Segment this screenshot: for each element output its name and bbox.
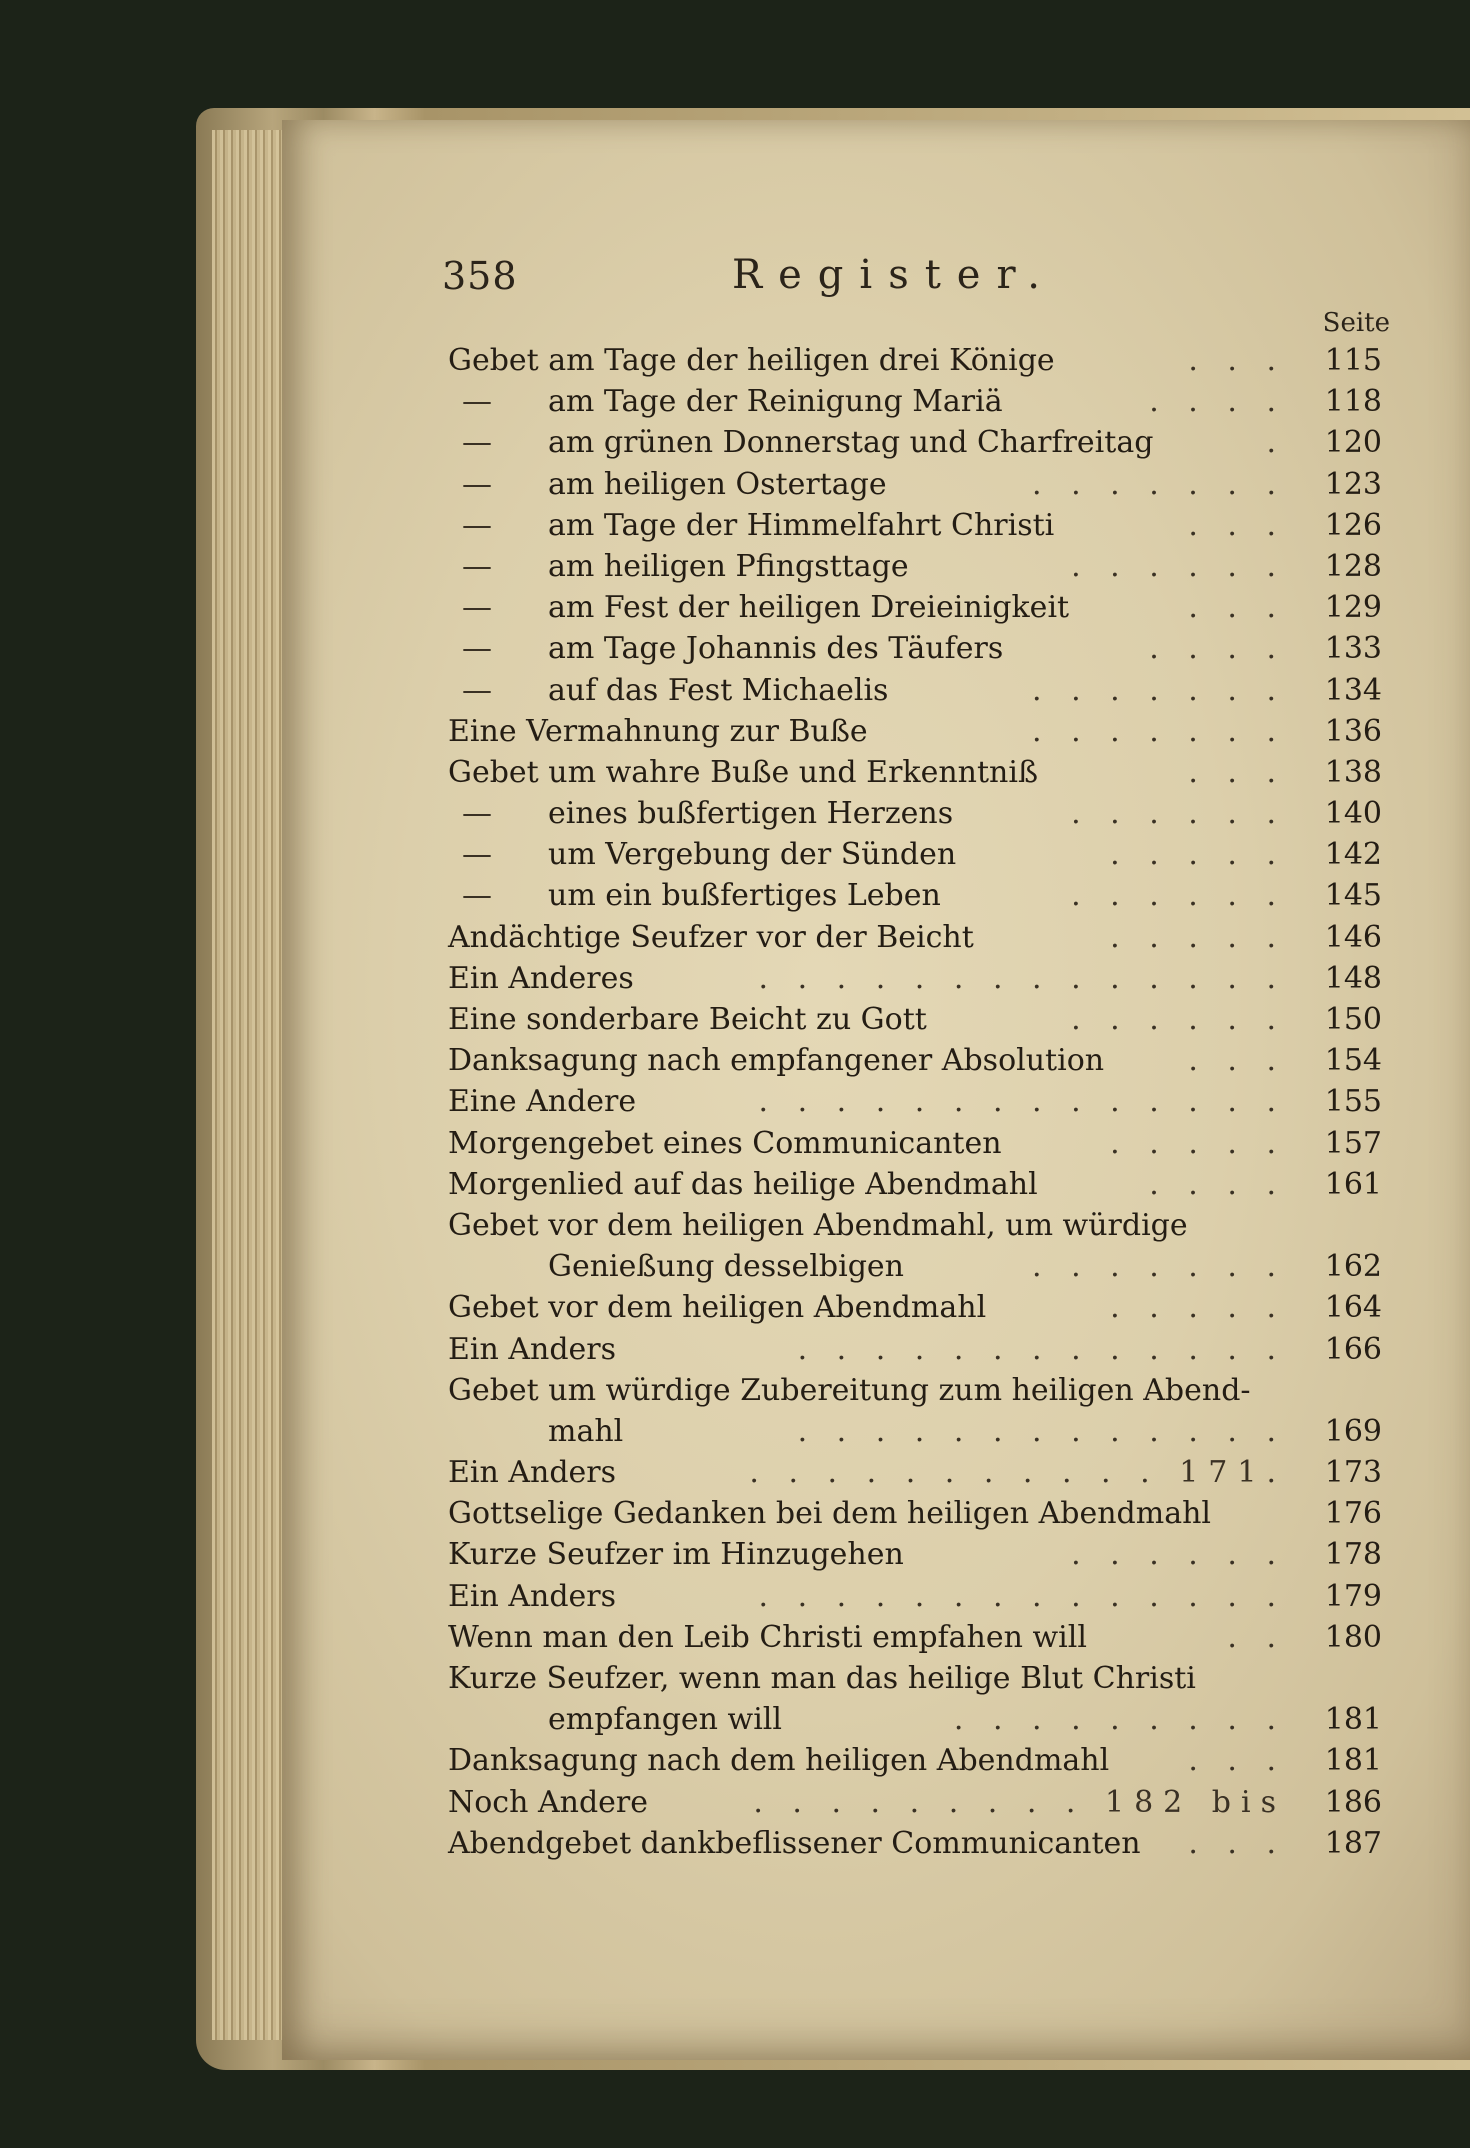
- entry-page-number: 150: [1324, 1002, 1382, 1037]
- entry-title: Ein Anderes: [448, 960, 634, 996]
- entry-title: am heiligen Pfingsttage: [548, 548, 909, 584]
- dot-leader: . . . . . . . . . . . . . .: [758, 960, 1286, 996]
- entry-page-number: 134: [1324, 672, 1382, 708]
- dot-leader: . . . . . . . . . . . . . .: [758, 1578, 1286, 1614]
- toc-entry: [448, 1123, 1382, 1164]
- dot-leader: .: [1266, 425, 1286, 461]
- dot-leader: . . .: [1188, 754, 1286, 790]
- entry-page-number: 146: [1324, 919, 1382, 955]
- entry-title: Eine Andere: [448, 1084, 637, 1120]
- toc-entry: [448, 875, 1382, 916]
- toc-entry: [448, 999, 1382, 1040]
- dot-leader: . . . . .: [1110, 919, 1286, 955]
- ditto-dash: —: [462, 878, 492, 914]
- dot-leader: . . . . . .: [1071, 1002, 1286, 1037]
- entry-title: mahl: [548, 1413, 624, 1449]
- toc-entry: [448, 505, 1382, 546]
- toc-entry: [448, 711, 1382, 752]
- entry-page-number: 178: [1324, 1537, 1382, 1573]
- entry-title: am Fest der heiligen Dreieinigkeit: [548, 590, 1070, 626]
- toc-entry: [448, 1040, 1382, 1081]
- entry-page-number: 133: [1324, 631, 1382, 667]
- entry-title: am Tage Johannis des Täufers: [548, 631, 1004, 667]
- dot-leader: . . .: [1188, 1825, 1286, 1861]
- entry-title: am Tage der Himmelfahrt Christi: [548, 507, 1055, 543]
- toc-entry: [448, 546, 1382, 587]
- entry-title: Abendgebet dankbeflissener Communicanten: [448, 1825, 1141, 1861]
- dot-leader: . . . . . . . . . 182 bis: [753, 1784, 1286, 1820]
- entry-page-number: 140: [1324, 796, 1382, 832]
- toc-entry: [448, 1164, 1382, 1205]
- toc-entry: [448, 793, 1382, 834]
- entry-title: eines bußfertigen Herzens: [548, 796, 954, 832]
- toc-entry: [448, 1370, 1382, 1411]
- dot-leader: . . . . . . . . . . . . . .: [758, 1084, 1286, 1120]
- dot-leader: . . . .: [1149, 1166, 1286, 1202]
- dot-leader: . . . . . . . . . . . . .: [797, 1413, 1286, 1449]
- dot-leader: . . .: [1188, 343, 1286, 378]
- toc-entry: [448, 1658, 1382, 1699]
- toc-entry: [448, 628, 1382, 669]
- dot-leader: . . . . . . . . . . . 171.: [749, 1455, 1286, 1491]
- toc-entry: [448, 1699, 1382, 1740]
- entry-title: am heiligen Ostertage: [548, 466, 887, 502]
- entry-page-number: 138: [1324, 754, 1382, 790]
- entry-page-number: 126: [1324, 507, 1382, 543]
- toc-entry: [448, 587, 1382, 628]
- dot-leader: . . . . .: [1110, 837, 1286, 873]
- toc-entry: [448, 422, 1382, 463]
- entry-title: Kurze Seufzer im Hinzugehen: [448, 1537, 904, 1573]
- dot-leader: . . . . . . . . .: [953, 1702, 1286, 1738]
- entry-title: Noch Andere: [448, 1784, 649, 1820]
- ditto-dash: —: [462, 796, 492, 832]
- toc-entry: [448, 464, 1382, 505]
- toc-entry: [448, 1576, 1382, 1617]
- toc-entry: [448, 1617, 1382, 1658]
- dot-leader: . . .: [1188, 590, 1286, 626]
- toc-entry: [448, 1287, 1382, 1328]
- dot-leader: . . .: [1188, 507, 1286, 543]
- dot-leader: . . . . . . . . . . . . .: [797, 1331, 1286, 1367]
- entry-page-number: 181: [1324, 1743, 1382, 1779]
- toc-entry: [448, 1782, 1382, 1823]
- entry-title: Eine Vermahnung zur Buße: [448, 713, 868, 749]
- entry-title: Andächtige Seufzer vor der Beicht: [448, 919, 974, 955]
- entry-page-number: 155: [1324, 1084, 1382, 1120]
- dot-leader: . . . . . .: [1071, 796, 1286, 832]
- entry-title: Ein Anders: [448, 1578, 617, 1614]
- table-of-contents: [448, 340, 1382, 1864]
- entry-page-number: 164: [1324, 1290, 1382, 1326]
- dot-leader: . . . .: [1149, 631, 1286, 667]
- entry-page-number: 187: [1324, 1825, 1382, 1861]
- entry-page-number: 179: [1324, 1578, 1382, 1614]
- dot-leader: . . . . . . .: [1032, 672, 1286, 708]
- entry-title: Gottselige Gedanken bei dem heiligen Abendmahl: [448, 1496, 1211, 1532]
- entry-title: Kurze Seufzer, wenn man das heilige Blut Christi: [448, 1661, 1196, 1696]
- entry-page-number: 176: [1324, 1496, 1382, 1532]
- dot-leader: . . . . . .: [1071, 1537, 1286, 1573]
- ditto-dash: —: [462, 548, 492, 584]
- dot-leader: . . . . .: [1110, 1290, 1286, 1326]
- entry-title: Gebet um wahre Buße und Erkenntniß: [448, 754, 1038, 790]
- entry-title: Ein Anders: [448, 1455, 617, 1491]
- entry-title: Gebet am Tage der heiligen drei Könige: [448, 343, 1055, 378]
- entry-page-number: 166: [1324, 1331, 1382, 1367]
- entry-title: Gebet vor dem heiligen Abendmahl, um würdige: [448, 1207, 1188, 1243]
- entry-title: Ein Anders: [448, 1331, 617, 1367]
- toc-entry: [448, 834, 1382, 875]
- ditto-dash: —: [462, 466, 492, 502]
- ditto-dash: —: [462, 507, 492, 543]
- toc-entry: [448, 1534, 1382, 1575]
- entry-page-number: 181: [1324, 1702, 1382, 1738]
- entry-page-number: 128: [1324, 548, 1382, 584]
- toc-entry: [448, 1329, 1382, 1370]
- entry-page-number: 161: [1324, 1166, 1382, 1202]
- entry-title: Eine sonderbare Beicht zu Gott: [448, 1002, 927, 1037]
- entry-title: um Vergebung der Sünden: [548, 837, 957, 873]
- dot-leader: . . . .: [1149, 384, 1286, 420]
- entry-page-number: 173: [1324, 1455, 1382, 1491]
- entry-page-number: 186: [1324, 1784, 1382, 1820]
- dot-leader: . . .: [1188, 1043, 1286, 1079]
- entry-page-number: 115: [1324, 343, 1382, 378]
- entry-page-number: 120: [1324, 425, 1382, 461]
- ditto-dash: —: [462, 590, 492, 626]
- toc-entry: [448, 670, 1382, 711]
- entry-page-number: 169: [1324, 1413, 1382, 1449]
- toc-entry: [448, 752, 1382, 793]
- dot-leader: . . . . .: [1110, 1125, 1286, 1161]
- entry-title: Danksagung nach empfangener Absolution: [448, 1043, 1105, 1079]
- entry-title: Genießung desselbigen: [548, 1249, 904, 1285]
- ditto-dash: —: [462, 672, 492, 708]
- entry-title: am grünen Donnerstag und Charfreitag: [548, 425, 1154, 461]
- entry-title: empfangen will: [548, 1702, 782, 1738]
- page-number: 358: [442, 254, 518, 298]
- toc-entry: [448, 1823, 1382, 1864]
- toc-entry: [448, 1411, 1382, 1452]
- ditto-dash: —: [462, 631, 492, 667]
- entry-title: Wenn man den Leib Christi empfahen will: [448, 1619, 1087, 1655]
- entry-page-number: 154: [1324, 1043, 1382, 1079]
- dot-leader: . . . . . . .: [1032, 713, 1286, 749]
- column-label-seite: Seite: [1322, 308, 1390, 338]
- dot-leader: . . . . . . .: [1032, 1249, 1286, 1285]
- toc-entry: [448, 1205, 1382, 1246]
- entry-page-number: 180: [1324, 1619, 1382, 1655]
- entry-title: Danksagung nach dem heiligen Abendmahl: [448, 1743, 1110, 1779]
- toc-entry: [448, 381, 1382, 422]
- toc-entry: [448, 1081, 1382, 1122]
- entry-page-number: 157: [1324, 1125, 1382, 1161]
- running-title: Register.: [732, 252, 1056, 298]
- entry-title: Gebet um würdige Zubereitung zum heiligen Abend-: [448, 1372, 1251, 1408]
- dot-leader: . . . . . . .: [1032, 466, 1286, 502]
- toc-entry: [448, 1452, 1382, 1493]
- entry-title: Gebet vor dem heiligen Abendmahl: [448, 1290, 987, 1326]
- dot-leader: . . . . . .: [1071, 548, 1286, 584]
- entry-title: am Tage der Reinigung Mariä: [548, 384, 1003, 420]
- toc-entry: [448, 1246, 1382, 1287]
- entry-title: Morgenlied auf das heilige Abendmahl: [448, 1166, 1038, 1202]
- toc-entry: [448, 1740, 1382, 1781]
- ditto-dash: —: [462, 425, 492, 461]
- toc-entry: [448, 958, 1382, 999]
- entry-page-number: 148: [1324, 960, 1382, 996]
- ditto-dash: —: [462, 384, 492, 420]
- entry-title: Morgengebet eines Communicanten: [448, 1125, 1002, 1161]
- toc-entry: [448, 1493, 1382, 1534]
- dot-leader: . .: [1227, 1619, 1286, 1655]
- entry-page-number: 136: [1324, 713, 1382, 749]
- entry-page-number: 142: [1324, 837, 1382, 873]
- entry-page-number: 123: [1324, 466, 1382, 502]
- entry-page-number: 162: [1324, 1249, 1382, 1285]
- entry-page-number: 118: [1324, 384, 1382, 420]
- toc-entry: [448, 340, 1382, 381]
- ditto-dash: —: [462, 837, 492, 873]
- dot-leader: . . . . . .: [1071, 878, 1286, 914]
- dot-leader: . . .: [1188, 1743, 1286, 1779]
- entry-title: auf das Fest Michaelis: [548, 672, 889, 708]
- entry-page-number: 129: [1324, 590, 1382, 626]
- page-header: [442, 254, 1382, 314]
- entry-title: um ein bußfertiges Leben: [548, 878, 941, 914]
- toc-entry: [448, 917, 1382, 958]
- entry-page-number: 145: [1324, 878, 1382, 914]
